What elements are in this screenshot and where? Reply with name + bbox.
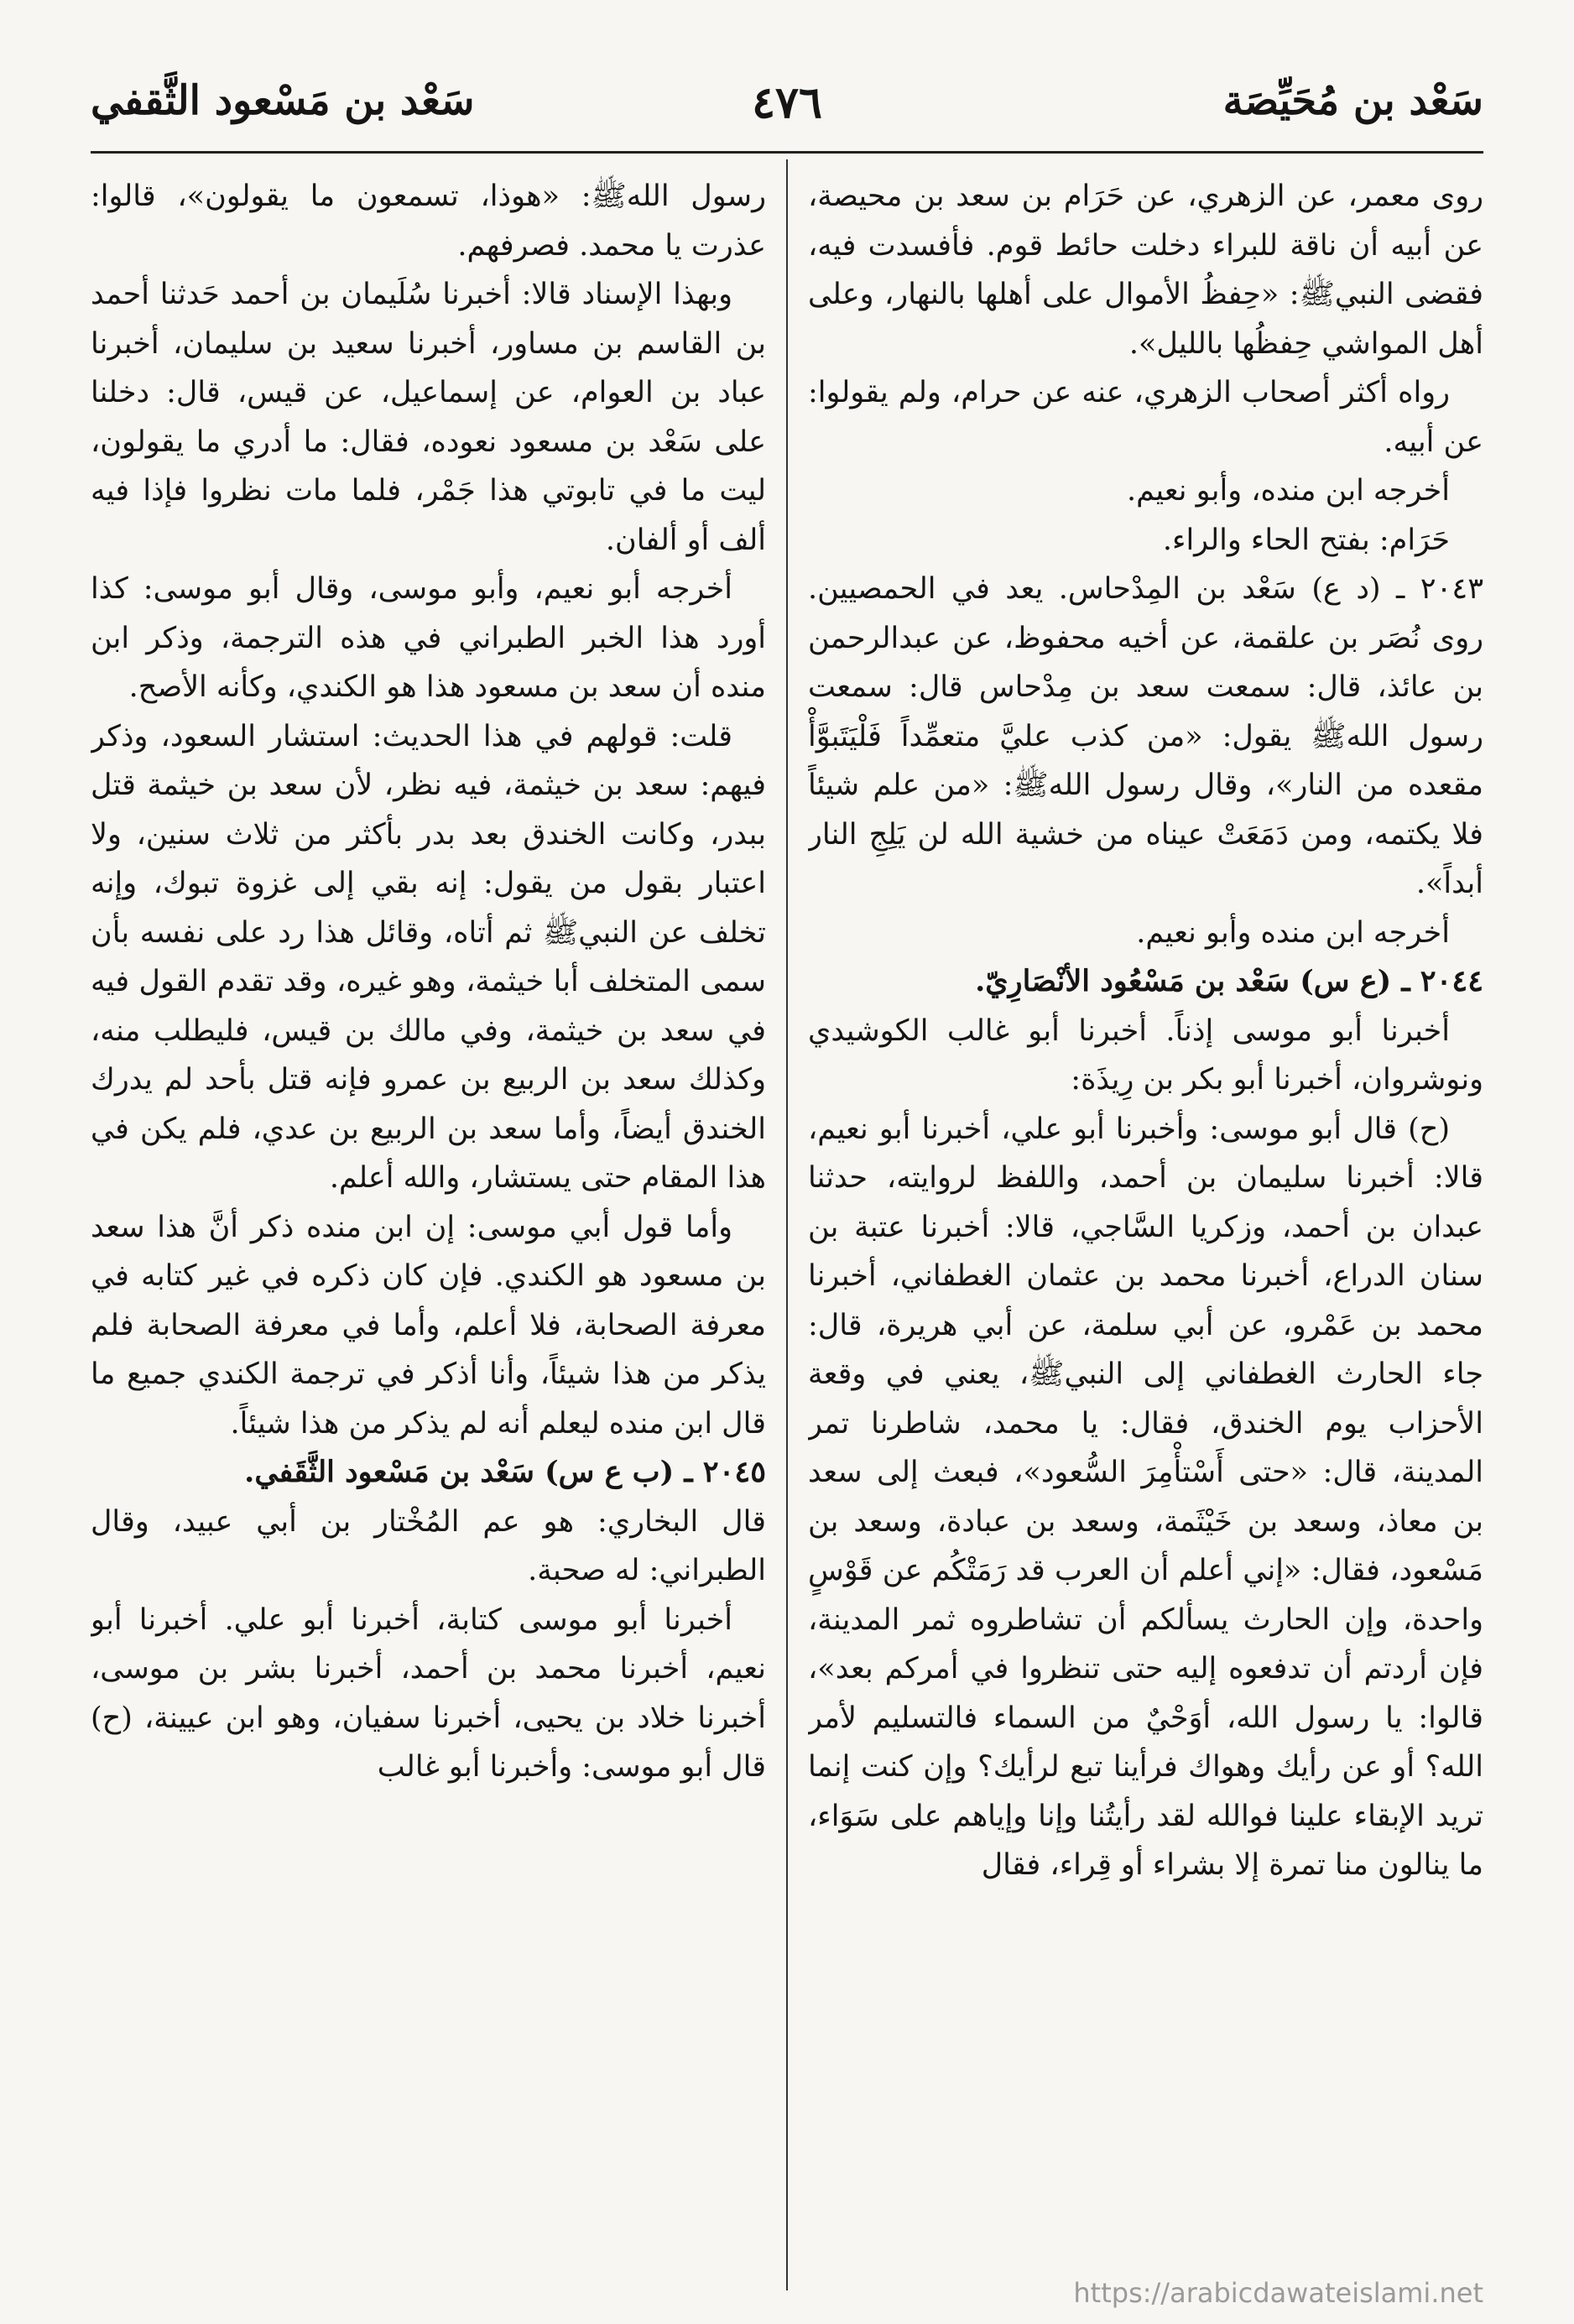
paragraph: (ح) قال أبو موسى: وأخبرنا أبو علي، أخبرنا أبو نعيم، قالا: أخبرنا سليمان بن أحمد، واللفظ لروايته، حدثنا عبدان بن أحمد، وزكريا السَّاجي، قالا: أخبرنا عتبة بن سنان الدراع، أخبرنا محمد بن عثمان الغطفاني، أخبرنا محمد بن عَمْرو، عن أبي سلمة، عن أبي هريرة، قال: جاء الحارث الغطفاني إلى النبيﷺ، يعني في وقعة الأحزاب يوم الخندق، فقال: يا محمد، شاطرنا تمر المدينة، قال: «حتى أَسْتأْمِرَ السُّعود»، فبعث إلى سعد بن معاذ، وسعد بن خَيْثَمة، وسعد بن عبادة، وسعد بن مَسْعود، فقال: «إني أعلم أن العرب قد رَمَتْكُم عن قَوْسٍ واحدة، وإن الحارث يسألكم أن تشاطروه ثمر المدينة، فإن أردتم أن تدفعوه إليه حتى تنظروا في أمركم بعد»، قالوا: يا رسول الله، أوَحْيٌ من السماء فالتسليم لأمر الله؟ أو عن رأيك وهواك فرأينا تبع لرأيك؟ وإن كنت إنما تريد الإبقاء علينا فوالله لقد رأيتُنا وإنا وإياهم على سَوَاء، ما ينالون منا تمرة إلا بشراء أو قِراء، فقال	[808, 1112, 1483, 1882]
entry-paragraph: ٢٠٤٣ ـ (د ع) سَعْد بن المِدْحاس. يعد في الحمصيين. روى نُصَر بن علقمة، عن أخيه محفوظ، عن عبدالرحمن بن عائذ، قال: سمعت سعد بن مِدْحاس قال: سمعت رسول اللهﷺ يقول: «من كذب عليَّ متعمِّداً فَلْيَتَبوَّأْ مقعده من النار»، وقال رسول اللهﷺ: «من علم شيئاً فلا يكتمه، ومن دَمَعَتْ عيناه من خشية الله لن يَلِجِ النار أبداً».	[808, 572, 1483, 900]
running-header	[91, 69, 1483, 149]
paragraph: رسول اللهﷺ: «هوذا، تسمعون ما يقولون»، قالوا: عذرت يا محمد. فصرفهم.	[91, 180, 766, 263]
paragraph: قال البخاري: هو عم المُخْتار بن أبي عبيد، وقال الطبراني: له صحبة.	[91, 1504, 766, 1587]
paragraph: أخرجه أبو نعيم، وأبو موسى، وقال أبو موسى: كذا أورد هذا الخبر الطبراني في هذه الترجمة، وذكر ابن منده أن سعد بن مسعود هذا هو الكندي، وكأنه الأصح.	[91, 572, 766, 704]
paragraph: حَرَام: بفتح الحاء والراء.	[1162, 523, 1450, 557]
paragraph: روى معمر، عن الزهري، عن حَرَام بن سعد بن محيصة، عن أبيه أن ناقة للبراء دخلت حائط قوم. فأفسدت فيه، فقضى النبيﷺ: «حِفظُ الأموال على أهلها بالنهار، وعلى أهل المواشي حِفظُها بالليل».	[808, 180, 1483, 361]
paragraph: أخبرنا أبو موسى كتابة، أخبرنا أبو علي. أخبرنا أبو نعيم، أخبرنا محمد بن أحمد، أخبرنا بشر بن موسى، أخبرنا خلاد بن يحيى، أخبرنا سفيان، وهو ابن عيينة، (ح) قال أبو موسى: وأخبرنا أبو غالب	[91, 1602, 766, 1784]
paragraph: وبهذا الإسناد قالا: أخبرنا سُلَيمان بن أحمد حَدثنا أحمد بن القاسم بن مساور، أخبرنا سعيد بن سليمان، أخبرنا عباد بن العوام، عن إسماعيل، عن قيس، قال: دخلنا على سَعْد بن مسعود نعوده، فقال: ما أدري ما يقولون، ليت ما في تابوتي هذا جَمْر، فلما مات نظروا فإذا فيه ألف أو ألفان.	[91, 278, 766, 557]
paragraph: قلت: قولهم في هذا الحديث: استشار السعود، وذكر فيهم: سعد بن خيثمة، فيه نظر، لأن سعد بن خيثمة قتل ببدر، وكانت الخندق بعد بدر بأكثر من ثلاث سنين، ولا اعتبار بقول من يقول: إنه بقي إلى غزوة تبوك، وإنه تخلف عن النبيﷺ ثم أتاه، وقائل هذا رد على نفسه بأن سمى المتخلف أبا خيثمة، وهو غيره، وقد تقدم القول فيه في سعد بن خيثمة، وفي مالك بن قيس، فليطلب منه، وكذلك سعد بن الربيع بن عمرو فإنه قتل بأحد لم يدرك الخندق أيضاً، وأما سعد بن الربيع بن عدي، فلم يكن في هذا المقام حتى يستشار، والله أعلم.	[91, 719, 766, 1195]
right-column	[808, 172, 1483, 2282]
watermark-url: https://arabicdawateislami.net	[1073, 2277, 1483, 2309]
entry-heading: ٢٠٤٥ ـ (ب ع س) سَعْد بن مَسْعود الثَّقَفي.	[244, 1455, 766, 1489]
header-right-title: سَعْد بن مُحَيِّصَة	[1222, 77, 1483, 124]
paragraph: أخبرنا أبو موسى إذناً. أخبرنا أبو غالب الكوشيدي ونوشروان، أخبرنا أبو بكر بن رِيذَة:	[808, 1013, 1483, 1097]
column-divider	[786, 159, 788, 2290]
header-left-title: سَعْد بن مَسْعود الثَّقفي	[91, 77, 475, 124]
header-rule	[91, 151, 1483, 154]
page-number: ٤٧٦	[752, 77, 822, 128]
paragraph: أخرجه ابن منده، وأبو نعيم.	[1126, 474, 1450, 508]
paragraph: وأما قول أبي موسى: إن ابن منده ذكر أنَّ هذا سعد بن مسعود هو الكندي. فإن كان ذكره في غير كتابه في معرفة الصحابة، فلا أعلم، وأما في معرفة الصحابة فلم يذكر من هذا شيئاً، وأنا أذكر في ترجمة الكندي جميع ما قال ابن منده ليعلم أنه لم يذكر من هذا شيئاً.	[91, 1210, 766, 1441]
entry-heading: ٢٠٤٤ ـ (ع س) سَعْد بن مَسْعُود الأنْصَارِيّ.	[975, 964, 1483, 998]
left-column	[91, 172, 766, 2282]
paragraph: رواه أكثر أصحاب الزهري، عنه عن حرام، ولم يقولوا: عن أبيه.	[808, 376, 1483, 459]
paragraph: أخرجه ابن منده وأبو نعيم.	[1136, 915, 1450, 950]
